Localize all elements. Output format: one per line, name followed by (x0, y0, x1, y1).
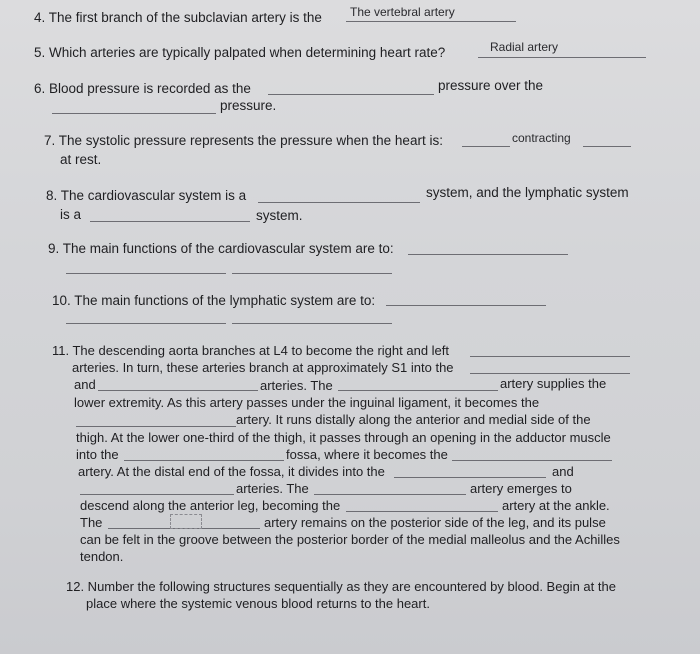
q6-part3: pressure. (220, 98, 277, 113)
q11-line4: lower extremity. As this artery passes under the inguinal ligament, it becomes the (74, 395, 540, 410)
q11-line1: 11. The descending aorta branches at L4 to become the right and left (52, 343, 450, 358)
q10-text: 10. The main functions of the lymphatic system are to: (52, 293, 376, 308)
q11-blank-3[interactable] (98, 390, 258, 391)
q8-part2: system, and the lymphatic system (426, 185, 629, 200)
q11-blank-8[interactable] (394, 477, 546, 478)
q11-line3c: artery supplies the (500, 376, 607, 391)
q12-line1: 12. Number the following structures sequentially as they are encountered by blood. Begin at the (66, 579, 616, 594)
q9-blank-1[interactable] (408, 254, 568, 255)
q7-part1: 7. The systolic pressure represents the pressure when the heart is: (44, 133, 443, 148)
q12-line2: place where the systemic venous blood returns to the heart. (86, 596, 430, 611)
q6-part2: pressure over the (438, 78, 544, 93)
q11-line7b: fossa, where it becomes the (286, 447, 448, 462)
q11-line10b: artery at the ankle. (502, 498, 610, 513)
q11-blank-9[interactable] (80, 494, 234, 495)
q11-line11a: The (80, 515, 103, 530)
q11-line9b: artery emerges to (470, 481, 572, 496)
q9-blank-3[interactable] (232, 273, 392, 274)
q11-line12: can be felt in the groove between the posterior border of the medial malleolus and the Achilles (80, 532, 620, 547)
q11-line9a: arteries. The (236, 481, 309, 496)
q10-blank-2[interactable] (66, 323, 226, 324)
q4-text: 4. The first branch of the subclavian artery is the (34, 10, 322, 25)
q10-blank-1[interactable] (386, 305, 546, 306)
q11-blank-5[interactable] (76, 426, 236, 427)
q11-line13: tendon. (80, 549, 124, 564)
q8-blank-1[interactable] (258, 202, 420, 203)
q8-blank-2[interactable] (90, 221, 250, 222)
q11-line3a: and (74, 377, 96, 392)
q5-answer[interactable]: Radial artery (490, 40, 559, 54)
q11-blank-6[interactable] (124, 460, 284, 461)
q11-line5: artery. It runs distally along the anterior and medial side of the (236, 412, 591, 427)
q9-text: 9. The main functions of the cardiovascular system are to: (48, 241, 394, 256)
cursor-box-icon (170, 514, 202, 529)
q4-blank-line (346, 21, 516, 22)
q11-line2: arteries. In turn, these arteries branch at approximately S1 into the (72, 360, 454, 375)
q11-blank-11[interactable] (346, 511, 498, 512)
q7-answer[interactable]: contracting (512, 131, 571, 145)
q10-blank-3[interactable] (232, 323, 392, 324)
q8-part1: 8. The cardiovascular system is a (46, 188, 247, 203)
q6-blank-2[interactable] (52, 113, 216, 114)
q5-blank-line (478, 57, 646, 58)
q11-line6: thigh. At the lower one-third of the thigh, it passes through an opening in the adductor muscle (76, 430, 611, 445)
q11-blank-7[interactable] (452, 460, 612, 461)
q7-part2: at rest. (60, 152, 102, 167)
q11-line8b: and (552, 464, 574, 479)
q5-text: 5. Which arteries are typically palpated when determining heart rate? (34, 45, 446, 60)
q11-blank-4[interactable] (338, 390, 498, 391)
q8-part3: is a (60, 207, 82, 222)
q11-blank-2[interactable] (470, 373, 630, 374)
q6-part1: 6. Blood pressure is recorded as the (34, 81, 251, 96)
q7-blank-line-a (462, 146, 510, 147)
q11-line10a: descend along the anterior leg, becoming the (80, 498, 341, 513)
q11-line3b: arteries. The (260, 378, 333, 393)
q8-part4: system. (256, 208, 303, 223)
q11-line11b: artery remains on the posterior side of the leg, and its pulse (264, 515, 606, 530)
q11-line7a: into the (76, 447, 119, 462)
q11-blank-10[interactable] (314, 494, 466, 495)
q6-blank-1[interactable] (268, 94, 434, 95)
q11-line8a: artery. At the distal end of the fossa, it divides into the (78, 464, 385, 479)
q9-blank-2[interactable] (66, 273, 226, 274)
q11-blank-1[interactable] (470, 356, 630, 357)
q7-blank-line-b (583, 146, 631, 147)
q4-answer[interactable]: The vertebral artery (350, 5, 455, 19)
